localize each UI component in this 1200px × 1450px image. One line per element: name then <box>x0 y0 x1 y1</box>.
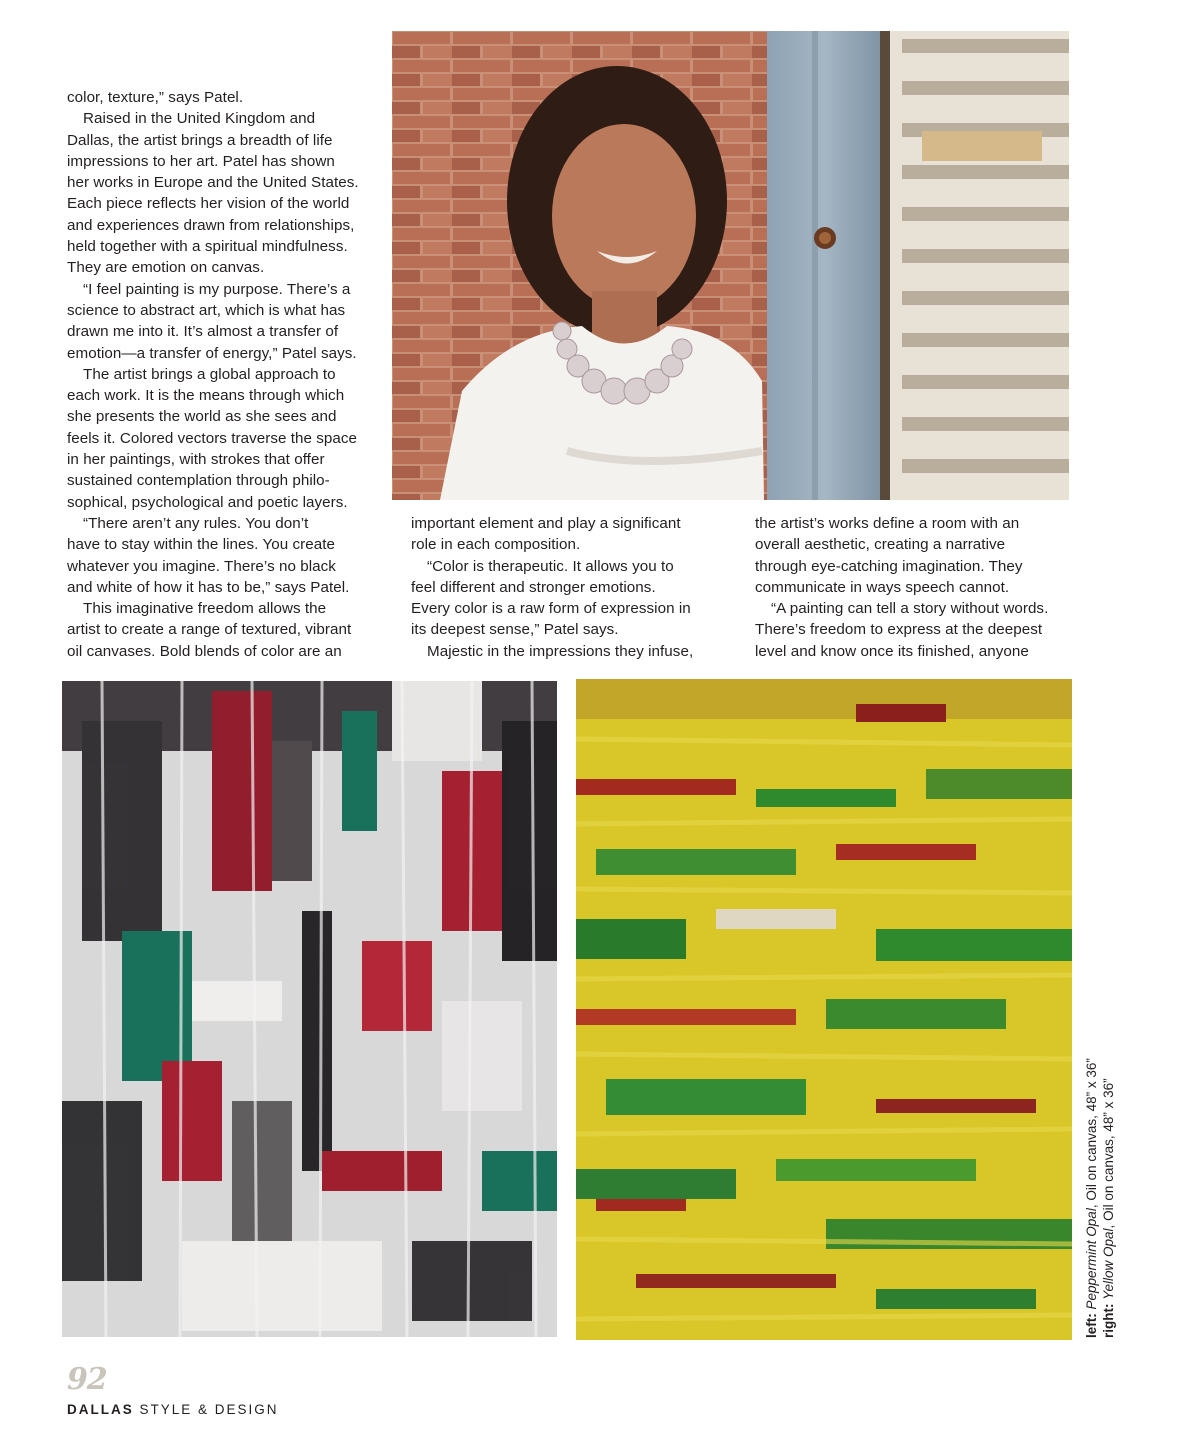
article-text-line: oil canvases. Bold blends of color are an <box>67 642 342 660</box>
article-text-line: she presents the world as she sees and <box>67 408 337 426</box>
article-text-line: held together with a spiritual mindfulness. <box>67 238 348 256</box>
article-text-line: level and know once its finished, anyone <box>755 642 1029 660</box>
article-text-line: “Color is therapeutic. It allows you to <box>427 557 674 575</box>
article-text-line: sustained contemplation through philo- <box>67 472 330 490</box>
article-text-line: “I feel painting is my purpose. There’s a <box>83 280 351 298</box>
article-text-line: the artist’s works define a room with an <box>755 515 1020 532</box>
article-text-line: artist to create a range of textured, vibrant <box>67 621 352 639</box>
caption-right: right: Yellow Opal, Oil on canvas, 48” x 36” <box>1101 1078 1116 1338</box>
article-text-line: emotion—a transfer of energy,” Patel says. <box>67 344 357 362</box>
article-text-line: “A painting can tell a story without words. <box>771 600 1049 618</box>
article-text-line: “There aren’t any rules. You don’t <box>83 514 309 532</box>
article-text-line: whatever you imagine. There’s no black <box>67 557 336 575</box>
article-text-line: Majestic in the impressions they infuse, <box>427 642 694 660</box>
artist-portrait-photo <box>392 31 1069 500</box>
painting-yellow-opal <box>576 679 1072 1340</box>
article-text-line: and white of how it has to be,” says Patel. <box>67 578 350 596</box>
magazine-brand: DALLAS <box>67 1402 134 1417</box>
article-text-line: feels it. Colored vectors traverse the space <box>67 429 358 447</box>
painting-peppermint-opal <box>62 681 557 1337</box>
article-text-line: its deepest sense,” Patel says. <box>411 621 619 639</box>
article-text-line: each work. It is the means through which <box>67 387 345 405</box>
article-text-line: drawn me into it. It’s almost a transfer of <box>67 323 339 341</box>
article-text-line: science to abstract art, which is what has <box>67 301 346 319</box>
article-text-line: have to stay within the lines. You create <box>67 536 335 554</box>
magazine-footer <box>67 1402 279 1417</box>
article-text-line: in her paintings, with strokes that offer <box>67 451 325 469</box>
article-text-line: There’s freedom to express at the deepest <box>755 621 1043 639</box>
article-column-1 <box>67 87 385 662</box>
article-text-line: impressions to her art. Patel has shown <box>67 152 335 170</box>
article-column-2 <box>411 513 721 662</box>
article-text-line: This imaginative freedom allows the <box>83 600 327 618</box>
caption-left: left: Peppermint Opal, Oil on canvas, 48” x 36” <box>1084 1058 1099 1338</box>
article-text-line: They are emotion on canvas. <box>67 259 265 277</box>
article-text-line: The artist brings a global approach to <box>83 365 336 383</box>
painting-caption <box>1083 1058 1117 1338</box>
article-text-line: Dallas, the artist brings a breadth of life <box>67 131 333 149</box>
article-text-line: Each piece reflects her vision of the world <box>67 195 350 213</box>
article-text-line: and experiences drawn from relationships, <box>67 216 355 234</box>
article-text-line: through eye-catching imagination. They <box>755 557 1023 575</box>
article-text-line: Raised in the United Kingdom and <box>83 110 316 128</box>
article-text-line: feel different and stronger emotions. <box>411 578 656 596</box>
article-text-line: important element and play a significant <box>411 515 681 532</box>
article-text-line: role in each composition. <box>411 536 581 554</box>
article-text-line: her works in Europe and the United States. <box>67 174 359 192</box>
article-text-line: communicate in ways speech cannot. <box>755 578 1010 596</box>
page-number: 92 <box>67 1362 107 1397</box>
article-text-line: Every color is a raw form of expression in <box>411 600 691 618</box>
article-text-line: sophical, psychological and poetic layers. <box>67 493 348 511</box>
magazine-section: STYLE & DESIGN <box>139 1402 279 1417</box>
article-column-3 <box>755 513 1073 662</box>
article-text-line: color, texture,” says Patel. <box>67 89 244 106</box>
article-text-line: overall aesthetic, creating a narrative <box>755 536 1006 554</box>
